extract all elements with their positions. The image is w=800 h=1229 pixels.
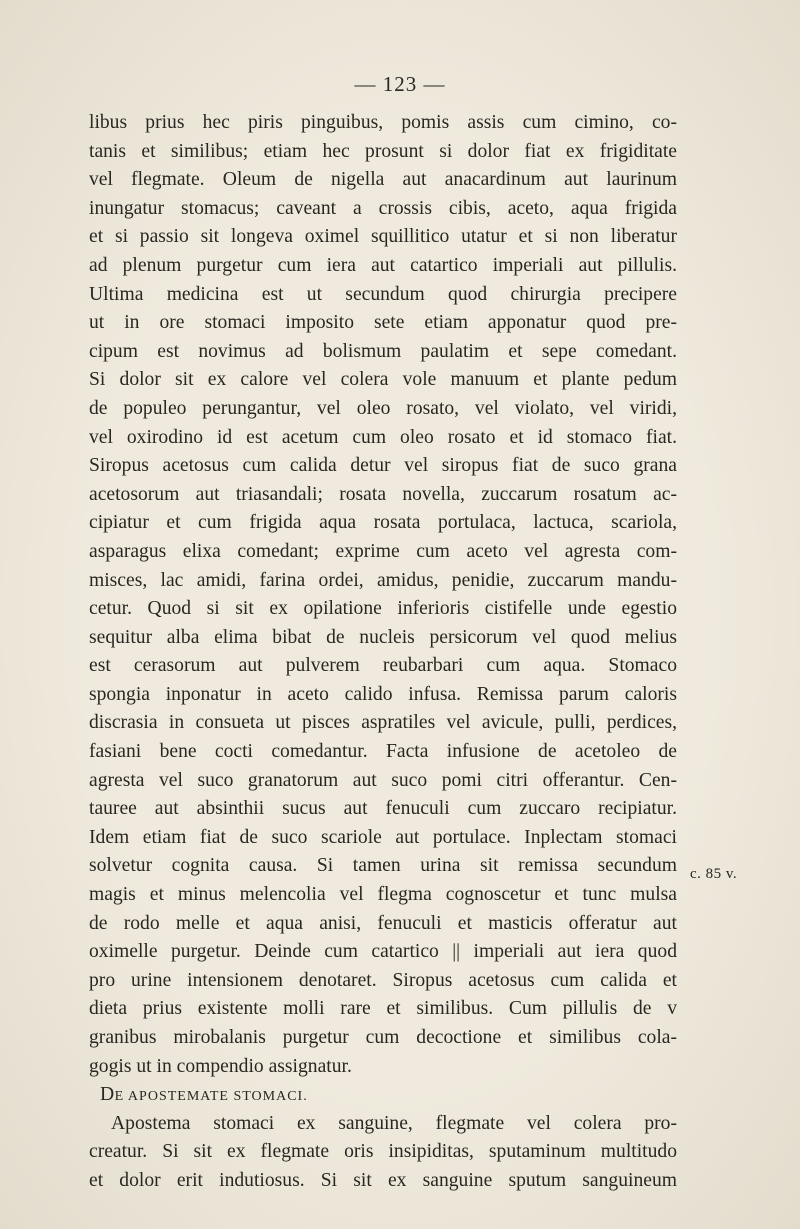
main-text-block: [89, 109, 677, 1196]
text-line: de rodo melle et aqua anisi, fenuculi et masticis offeratur aut: [89, 912, 677, 934]
section-heading-initial: D: [100, 1084, 115, 1106]
margin-folio-note: c. 85 v.: [690, 866, 738, 882]
text-line: discrasia in consueta ut pisces aspratiles vel avicule, pulli, perdices,: [89, 712, 677, 734]
text-line: cetur. Quod si sit ex opilatione inferioris cistifelle unde egestio: [89, 598, 677, 620]
text-line: Apostema stomaci ex sanguine, flegmate vel colera pro-: [111, 1112, 677, 1134]
text-line: pro urine intensionem denotaret. Siropus acetosus cum calida et: [89, 969, 677, 991]
text-line: vel oxirodino id est acetum cum oleo rosato et id stomaco fiat.: [89, 426, 677, 448]
text-line: oximelle purgetur. Deinde cum catartico || imperiali aut iera quod: [89, 941, 677, 963]
text-line: de populeo perungantur, vel oleo rosato, vel violato, vel viridi,: [89, 397, 677, 419]
section-heading: [89, 1081, 677, 1110]
text-line: cipum est novimus ad bolismum paulatim et sepe comedant.: [89, 340, 677, 362]
text-line: fasiani bene cocti comedantur. Facta infusione de acetoleo de: [89, 741, 677, 763]
text-line: sequitur alba elima bibat de nucleis persicorum vel quod melius: [89, 626, 677, 648]
section-heading-rest: E APOSTEMATE STOMACI.: [114, 1089, 308, 1105]
text-line: Siropus acetosus cum calida detur vel siropus fiat de suco grana: [89, 455, 677, 477]
text-line: ut in ore stomaci imposito sete etiam apponatur quod pre-: [89, 312, 677, 334]
text-line: Si dolor sit ex calore vel colera vole manuum et plante pedum: [89, 369, 677, 391]
text-line: dieta prius existente molli rare et similibus. Cum pillulis de v: [89, 998, 677, 1020]
text-line: ad plenum purgetur cum iera aut catartico imperiali aut pillulis.: [89, 254, 677, 276]
text-line: et si passio sit longeva oximel squillitico utatur et si non liberatur: [89, 226, 677, 248]
text-line: vel flegmate. Oleum de nigella aut anacardinum aut laurinum: [89, 169, 677, 191]
text-line: granibus mirobalanis purgetur cum decoctione et similibus cola-: [89, 1027, 677, 1048]
text-line: acetosorum aut triasandali; rosata novella, zuccarum rosatum ac-: [89, 483, 677, 505]
text-line: agresta vel suco granatorum aut suco pomi citri offerantur. Cen-: [89, 769, 677, 791]
text-line: magis et minus melencolia vel flegma cognoscetur et tunc mulsa: [89, 884, 677, 906]
text-line: tauree aut absinthii sucus aut fenuculi cum zuccaro recipiatur.: [89, 798, 677, 820]
text-line: asparagus elixa comedant; exprime cum aceto vel agresta com-: [89, 540, 677, 562]
text-line: est cerasorum aut pulverem reubarbari cum aqua. Stomaco: [89, 655, 677, 677]
text-line: misces, lac amidi, farina ordei, amidus, penidie, zuccarum mandu-: [89, 569, 677, 591]
text-line: Ultima medicina est ut secundum quod chirurgia precipere: [89, 283, 677, 305]
page-number: — 123 —: [354, 72, 446, 96]
text-line: solvetur cognita causa. Si tamen urina sit remissa secundum: [89, 855, 677, 877]
text-line: cipiatur et cum frigida aqua rosata portulaca, lactuca, scariola,: [89, 512, 677, 534]
text-line: inungatur stomacus; caveant a crossis cibis, aceto, aqua frigida: [89, 197, 677, 219]
text-line: tanis et similibus; etiam hec prosunt si dolor fiat ex frigiditate: [89, 140, 677, 162]
text-line: libus prius hec piris pinguibus, pomis assis cum cimino, co-: [89, 112, 677, 133]
text-line: gogis ut in compendio assignatur.: [89, 1055, 352, 1077]
text-line: et dolor erit indutiosus. Si sit ex sanguine sputum sanguineum: [89, 1169, 677, 1191]
text-line: creatur. Si sit ex flegmate oris insipiditas, sputaminum multitudo: [89, 1141, 677, 1163]
text-line: Idem etiam fiat de suco scariole aut portulace. Inplectam stomaci: [89, 826, 677, 848]
text-line: spongia inponatur in aceto calido infusa. Remissa parum caloris: [89, 683, 677, 705]
